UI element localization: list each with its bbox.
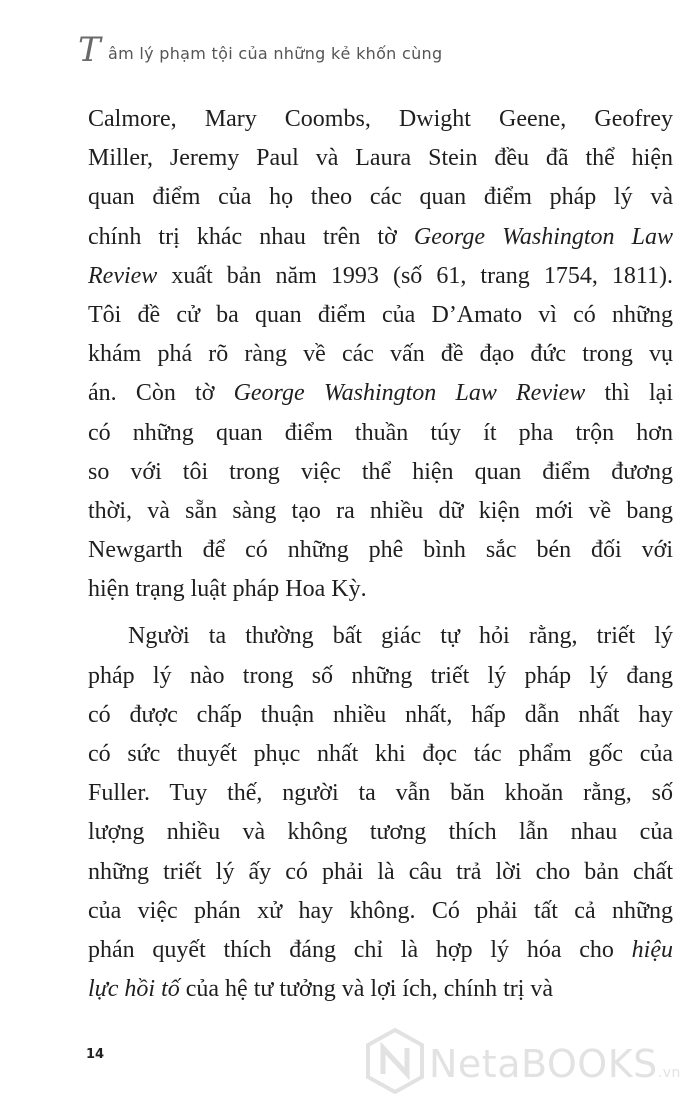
text-line (88, 453, 673, 492)
text-line (88, 735, 673, 774)
text-run: hiện trạng luật pháp Hoa Kỳ. (88, 576, 367, 603)
text-run: Tôi đề cử ba quan điểm của D’Amato vì có những (88, 301, 673, 328)
body-text (88, 100, 673, 1009)
header-title: âm lý phạm tội của những kẻ khốn cùng (108, 44, 443, 63)
watermark-suffix: .vn (657, 1065, 681, 1081)
text-run: thời, và sẵn sàng tạo ra nhiều dữ kiện mới về bang (88, 497, 673, 524)
italic-text: Review (88, 262, 158, 289)
text-run: những triết lý ấy có phải là câu trả lời cho bản chất (88, 858, 673, 885)
text-run: pháp lý nào trong số những triết lý pháp lý đang (88, 662, 673, 689)
text-run: Calmore, Mary Coombs, Dwight Geene, Geofrey (88, 106, 673, 132)
text-line (88, 813, 673, 852)
text-line (88, 414, 673, 453)
paragraph (88, 100, 673, 609)
text-run: Người ta thường bất giác tự hỏi rằng, triết lý (128, 623, 673, 650)
text-run: án. Còn tờ (88, 380, 234, 407)
text-run: chính trị khác nhau trên tờ (88, 223, 414, 250)
text-line (88, 139, 673, 178)
text-run: quan điểm của họ theo các quan điểm pháp lý và (88, 184, 673, 211)
text-line (88, 892, 673, 931)
text-run: có được chấp thuận nhiều nhất, hấp dẫn nhất hay (88, 701, 673, 728)
italic-text: George Washington Law Review (233, 380, 586, 407)
text-line (88, 970, 673, 1009)
text-run: có sức thuyết phục nhất khi đọc tác phẩm gốc của (88, 741, 673, 767)
paragraph (88, 617, 673, 1009)
text-line (88, 178, 673, 217)
text-run: Newgarth để có những phê bình sắc bén đối với (88, 537, 673, 564)
text-run: Fuller. Tuy thế, người ta vẫn băn khoăn rằng, số (88, 780, 673, 807)
text-line (88, 100, 673, 139)
text-line (88, 774, 673, 813)
text-line (88, 696, 673, 735)
text-run: lượng nhiều và không tương thích lẫn nhau của (88, 819, 673, 846)
text-line (88, 218, 673, 257)
page-number: 14 (86, 1047, 105, 1062)
text-line (88, 335, 673, 374)
watermark (365, 1028, 695, 1098)
text-run: phán quyết thích đáng chỉ là hợp lý hóa cho (88, 936, 632, 963)
text-line (88, 570, 673, 609)
header-initial: T (78, 30, 101, 70)
text-line (88, 374, 673, 413)
paragraph-gap (88, 609, 673, 617)
text-line (88, 931, 673, 970)
running-header (78, 30, 638, 70)
italic-text: George Washington Law (413, 223, 673, 250)
text-run: so với tôi trong việc thể hiện quan điểm đương (88, 458, 673, 485)
italic-text: lực hồi tố (88, 976, 180, 1003)
text-run: xuất bản năm 1993 (số 61, trang 1754, 1811). (157, 262, 673, 289)
italic-text: hiệu (631, 936, 673, 963)
text-line (88, 617, 673, 656)
text-line (88, 257, 673, 296)
text-line (88, 531, 673, 570)
text-run: thì lại (585, 380, 673, 407)
text-run: của việc phán xử hay không. Có phải tất cả những (88, 897, 673, 924)
text-line (88, 657, 673, 696)
text-run: khám phá rõ ràng về các vấn đề đạo đức trong vụ (88, 341, 673, 368)
text-line (88, 296, 673, 335)
text-run: của hệ tư tưởng và lợi ích, chính trị và (179, 976, 554, 1003)
text-run: có những quan điểm thuần túy ít pha trộn hơn (88, 419, 673, 446)
netabooks-logo-icon (365, 1028, 425, 1094)
text-run: Miller, Jeremy Paul và Laura Stein đều đã thể hiện (88, 145, 673, 172)
text-line (88, 492, 673, 531)
text-line (88, 853, 673, 892)
watermark-brand: NetaBOOKS.vn (429, 1042, 681, 1086)
